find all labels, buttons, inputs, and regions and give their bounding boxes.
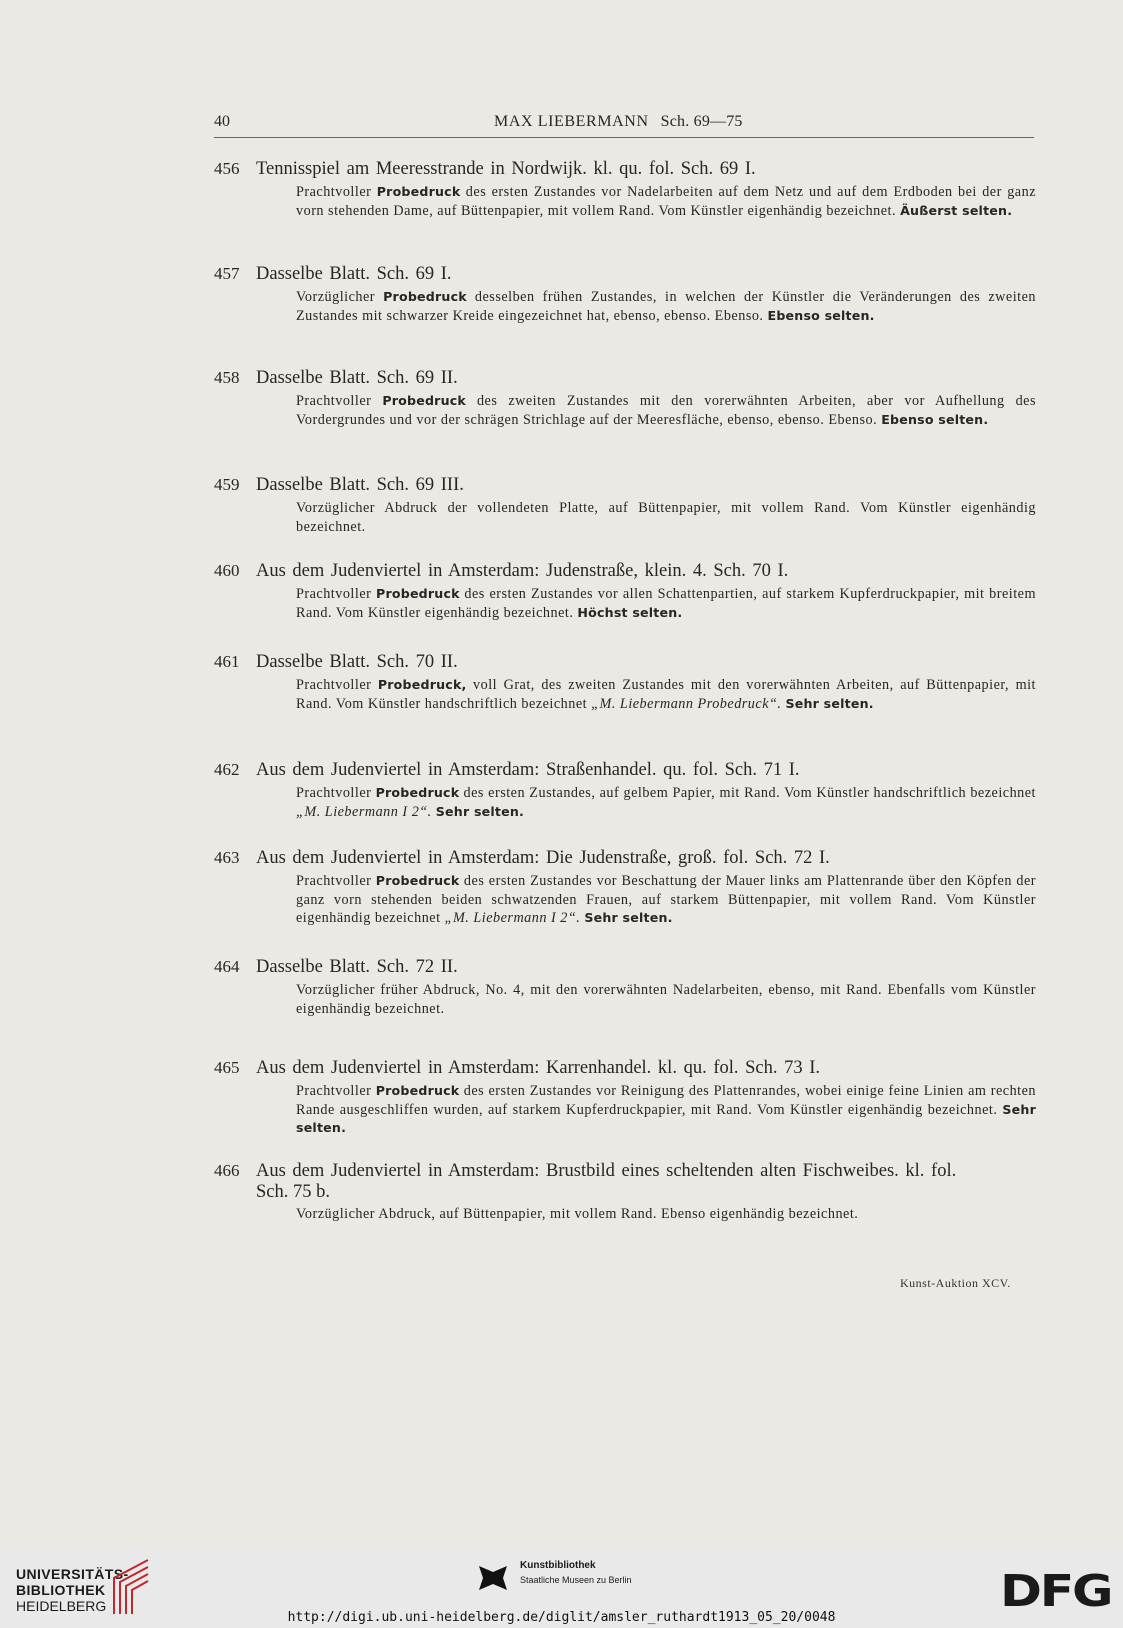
description-text: Vorzüglicher [296, 289, 384, 305]
catalog-entry [214, 263, 1039, 325]
catalog-entry [214, 367, 1039, 429]
logo-line: HEIDELBERG [16, 1598, 107, 1614]
signature-mark: Kunst-Auktion XCV. [900, 1276, 1011, 1290]
description-text: Prachtvoller [296, 1083, 376, 1099]
description-text: Prachtvoller [296, 677, 378, 693]
entry-number: 464 [214, 957, 240, 976]
catalog-entry [214, 1057, 1039, 1138]
emphasis-bold: Sehr selten. [785, 695, 874, 711]
entry-description [296, 1082, 1036, 1138]
entry-title: Aus dem Judenviertel in Amsterdam: Straßenhandel. qu. fol. Sch. 71 I. [256, 760, 800, 780]
catalog-entry [214, 158, 1039, 220]
page-header [214, 113, 1034, 138]
running-title-name: MAX LIEBERMANN [494, 113, 649, 130]
description-text: desselben frühen Zustandes, in welchen der Künstler die Veränderungen des zweiten Zustandes mit schwarzer Kreide eingezeichnet hat, ebenso, ebenso. Ebenso. [296, 289, 1036, 324]
catalog-entry [214, 651, 1039, 713]
entry-description [296, 1205, 1036, 1224]
page-number: 40 [214, 113, 230, 130]
emphasis-bold: Probedruck [383, 289, 467, 304]
emphasis-bold: Probedruck [375, 873, 460, 888]
entry-number: 463 [214, 848, 240, 867]
kunstbibliothek-logo[interactable] [476, 1560, 632, 1599]
inscription-italic: „M. Liebermann I 2“. [444, 910, 581, 926]
catalog-entry [214, 1160, 1039, 1224]
emphasis-bold: Probedruck [376, 184, 461, 199]
catalog-entry [214, 560, 1039, 622]
description-text: Prachtvoller [296, 785, 376, 801]
description-text: Prachtvoller [296, 184, 377, 200]
dfg-logo[interactable]: DFG [1000, 1566, 1112, 1617]
emphasis-bold: Probedruck [375, 785, 460, 800]
emphasis-bold: Sehr selten. [584, 910, 673, 925]
entry-title: Dasselbe Blatt. Sch. 69 II. [256, 368, 458, 388]
catalog-entry [214, 847, 1039, 928]
entry-number: 456 [214, 159, 240, 178]
entry-title: Aus dem Judenviertel in Amsterdam: Judenstraße, klein. 4. Sch. 70 I. [256, 561, 789, 581]
entry-number: 458 [214, 368, 240, 387]
entry-number: 460 [214, 561, 240, 580]
description-text: Vorzüglicher Abdruck der vollendeten Platte, auf Büttenpapier, mit vollem Rand. Vom Künstler eigenhändig bezeichnet. [296, 500, 1036, 535]
entry-title-continuation: Sch. 75 b. [256, 1182, 330, 1202]
entry-title: Dasselbe Blatt. Sch. 72 II. [256, 957, 458, 977]
kb-subtitle: Staatliche Museen zu Berlin [520, 1575, 632, 1585]
catalog-entry [214, 759, 1039, 821]
entry-description [296, 585, 1036, 622]
running-title-sch: Sch. 69—75 [660, 113, 743, 130]
entry-description [296, 392, 1036, 429]
entry-number: 466 [214, 1161, 240, 1180]
logo-line: BIBLIOTHEK [16, 1582, 106, 1598]
entry-title: Tennisspiel am Meeresstrande in Nordwijk. kl. qu. fol. Sch. 69 I. [256, 159, 756, 179]
description-text: des ersten Zustandes vor Beschattung der Mauer links am Plattenrande über den Köpfen der ganz vorn stehenden beiden schwatzenden Frauen, auf starkem Büttenpapier, mit vollem Rand. Vom Künstler eigenhändig bezeichnet [296, 873, 1036, 926]
emphasis-bold: Sehr selten. [435, 803, 525, 819]
emphasis-bold: Probedruck [376, 586, 460, 601]
running-title [494, 113, 743, 131]
entry-description [296, 872, 1036, 928]
entry-title: Dasselbe Blatt. Sch. 69 III. [256, 475, 464, 495]
emphasis-bold: Äußerst selten. [900, 202, 1013, 218]
entry-title: Aus dem Judenviertel in Amsterdam: Brustbild eines scheltenden alten Fischweibes. kl. fol. [256, 1161, 957, 1181]
description-text: Prachtvoller [296, 873, 376, 889]
entry-number: 461 [214, 652, 240, 671]
entry-description [296, 288, 1036, 325]
entry-description [296, 499, 1036, 536]
kb-title: Kunstbibliothek [520, 1560, 596, 1571]
entry-title: Dasselbe Blatt. Sch. 69 I. [256, 264, 452, 284]
emphasis-bold: Ebenso selten. [881, 411, 989, 427]
description-text: voll Grat, des zweiten Zustandes mit den vorerwähnten Arbeiten, auf Büttenpapier, mit Rand. Vom Künstler handschriftlich bezeichnet [296, 677, 1036, 712]
emphasis-bold: Probedruck [375, 1083, 460, 1098]
description-text: Vorzüglicher Abdruck, auf Büttenpapier, mit vollem Rand. Ebenso eigenhändig bezeichnet. [296, 1206, 859, 1222]
emphasis-bold: Sehr selten. [296, 1101, 1036, 1135]
description-text: Prachtvoller [296, 586, 377, 602]
entry-title: Aus dem Judenviertel in Amsterdam: Karrenhandel. kl. qu. fol. Sch. 73 I. [256, 1058, 821, 1078]
emphasis-bold: Probedruck [382, 393, 466, 408]
viewer-footer [0, 1548, 1123, 1628]
permalink-url[interactable]: http://digi.ub.uni-heidelberg.de/diglit/amsler_ruthardt1913_05_20/0048 [287, 1610, 836, 1625]
description-text: Prachtvoller [296, 393, 383, 409]
logo-line: UNIVERSITÄTS- [16, 1566, 129, 1582]
description-text: des ersten Zustandes vor Reinigung des Plattenrandes, wobei einige feine Linien am rechten Rande ausgeschliffen wurden, auf starkem Kupferdruckpapier, mit Rand. Vom Künstler eigenhändig bezeichnet. [296, 1083, 1037, 1118]
entry-title: Aus dem Judenviertel in Amsterdam: Die Judenstraße, groß. fol. Sch. 72 I. [256, 848, 830, 868]
library-emblem-icon [110, 1556, 152, 1616]
inscription-italic: „M. Liebermann Probedruck“. [591, 695, 782, 712]
description-text: des zweiten Zustandes mit den vorerwähnten Arbeiten, aber vor Aufhellung des Vordergrundes und vor der schrägen Strichlage auf der Meeresfläche, ebenso, ebenso. Ebenso. [296, 393, 1036, 428]
entry-number: 462 [214, 760, 240, 779]
catalog-entry [214, 474, 1039, 536]
entry-number: 459 [214, 475, 240, 494]
description-text: des ersten Zustandes vor allen Schattenpartien, auf starkem Kupferdruckpapier, mit breitem Rand. Vom Künstler eigenhändig bezeichnet. [296, 586, 1036, 621]
entry-description [296, 676, 1036, 713]
museum-eagle-icon [476, 1560, 510, 1594]
description-text: des ersten Zustandes vor Nadelarbeiten auf dem Netz und auf dem Erdboden bei der ganz vorn stehenden Dame, auf Büttenpapier, mit vollem Rand. Vom Künstler eigenhändig bezeichnet. [296, 184, 1036, 219]
catalog-entry [214, 956, 1039, 1018]
entry-description [296, 784, 1036, 821]
entry-title: Dasselbe Blatt. Sch. 70 II. [256, 652, 458, 672]
entry-number: 457 [214, 264, 240, 283]
inscription-italic: „M. Liebermann I 2“. [296, 803, 432, 820]
entry-description [296, 981, 1036, 1018]
description-text: Vorzüglicher früher Abdruck, No. 4, mit den vorerwähnten Nadelarbeiten, ebenso, mit Rand. Ebenfalls vom Künstler eigenhändig bezeichnet. [296, 982, 1036, 1017]
entry-description [296, 183, 1036, 220]
emphasis-bold: Probedruck, [377, 677, 467, 692]
emphasis-bold: Höchst selten. [577, 604, 683, 620]
description-text: des ersten Zustandes, auf gelbem Papier, mit Rand. Vom Künstler handschriftlich bezeichnet [459, 785, 1036, 801]
entry-number: 465 [214, 1058, 240, 1077]
emphasis-bold: Ebenso selten. [767, 307, 875, 323]
